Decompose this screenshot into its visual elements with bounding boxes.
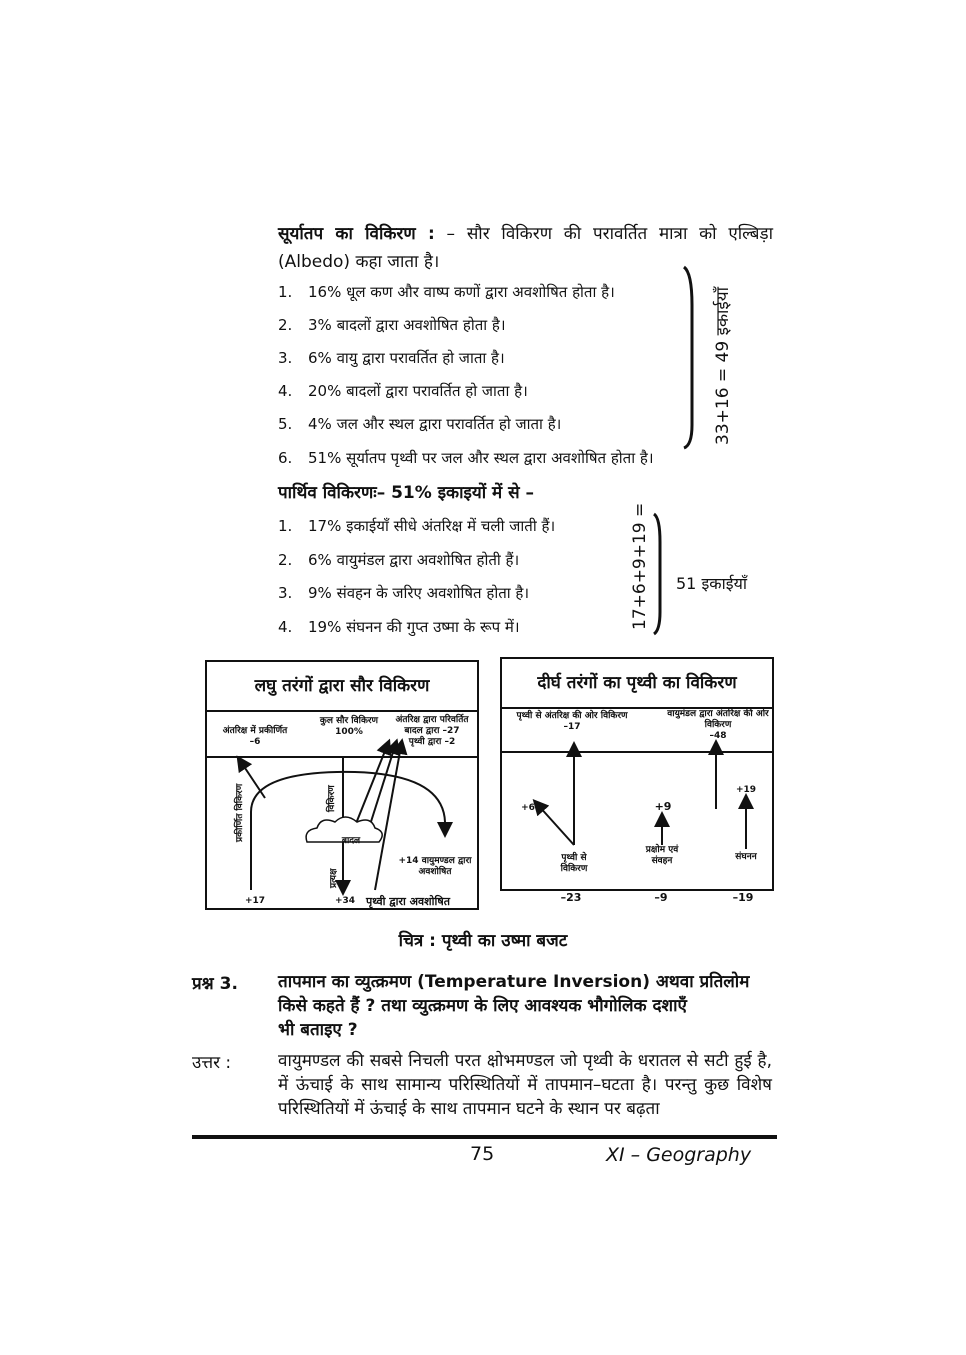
list-item: 6. 51% सूर्यातप पृथ्वी पर जल और स्थल द्वारा अवशोषित होता है। [278, 449, 654, 467]
list-item: 2. 6% वायुमंडल द्वारा अवशोषित होती हैं। [278, 551, 520, 569]
list-item: 3. 9% संवहन के जरिए अवशोषित होता है। [278, 584, 530, 602]
space-scatter-label: अंतरिक्ष में प्रकीर्णित –6 [222, 726, 288, 747]
shortwave-diagram [205, 660, 479, 910]
solar-list [278, 282, 718, 482]
val-19: –19 [732, 891, 754, 904]
earth-to-space-label: पृथ्वी से अंतरिक्ष की ओर विकिरण –17 [516, 711, 628, 732]
terr-brace-label: 17+6+9+19 = [630, 502, 650, 630]
cloud-label: बादल [341, 836, 361, 846]
solar-brace [678, 265, 708, 450]
total-solar-label: कुल सौर विकिरण 100% [319, 716, 379, 737]
page-number: 75 [470, 1143, 495, 1165]
answer-text: वायुमण्डल की सबसे निचली परत क्षोभमण्डल जो पृथ्वी के धरातल से सटी हुई है, में ऊंचाई के साथ सामान्य परिस्थितियों में तापमान–घटता है। परन्तु कुछ विशेष परिस्थितियों में ऊंचाई के साथ तापमान घटने के स्थान पर बढ़ता [278, 1051, 772, 1119]
plus6-label: +6 [521, 803, 535, 813]
figure-caption: चित्र : पृथ्वी का उष्मा बजट [398, 931, 568, 951]
list-item: 3. 6% वायु द्वारा परावर्तित हो जाता है। [278, 349, 505, 367]
atm-absorbed-label: +14 वायुमण्डल द्वारा अवशोषित [398, 856, 472, 877]
footer-rule [192, 1135, 777, 1139]
earth-absorbed-label: पृथ्वी द्वारा अवशोषित [366, 895, 450, 908]
plus9-label: +9 [654, 800, 672, 813]
list-item: 5. 4% जल और स्थल द्वारा परावर्तित हो जाता है। [278, 415, 562, 433]
list-item: 4. 19% संघनन की गुप्त उष्मा के रूप में। [278, 618, 520, 636]
condensation-label: संघनन [735, 852, 757, 862]
solar-brace-label: 33+16 = 49 इकाईयाँ [713, 286, 733, 445]
intro-title: सूर्यातप का विकिरण : [278, 224, 435, 244]
plus19-label: +19 [735, 785, 757, 795]
terr-total: 51 इकाईयाँ [676, 574, 748, 593]
list-item: 4. 20% बादलों द्वारा परावर्तित हो जाता है। [278, 382, 528, 400]
question-text: तापमान का व्युत्क्रमण (Temperature Inversion) अथवा प्रतिलोम किसे कहते हैं ? तथा व्युत्क्रमण के लिए आवश्यक भौगोलिक दशाएँ भी बताइए ? [278, 972, 750, 1040]
radiation-label: विकिरण [327, 785, 337, 812]
list-item: 1. 16% धूल कण और वाष्प कणों द्वारा अवशोषित होता है। [278, 283, 615, 301]
val-9: –9 [654, 891, 668, 904]
val-34: +34 [334, 896, 356, 906]
terrestrial-heading: पार्थिव विकिरणः– 51% इकाइयों में से – [278, 483, 535, 503]
answer-label: उत्तर : [192, 1053, 232, 1073]
reflected-label: अंतरिक्ष द्वारा परिवर्तित बादल द्वारा –27 पृथ्वी द्वारा –2 [395, 715, 469, 747]
atm-to-space-label: वायुमंडल द्वारा अंतरिक्ष की ओर विकिरण –48 [667, 709, 769, 741]
list-item: 2. 3% बादलों द्वारा अवशोषित होता है। [278, 316, 506, 334]
question-label: प्रश्न 3. [192, 974, 238, 994]
longwave-diagram [500, 657, 774, 891]
direct-label: प्रत्यक्ष [329, 868, 339, 888]
earth-radiation-label: पृथ्वी से विकिरण [560, 853, 588, 874]
val-17: +17 [244, 896, 266, 906]
longwave-heading: दीर्घ तरंगों का पृथ्वी का विकिरण [502, 659, 772, 709]
shortwave-heading: लघु तरंगों द्वारा सौर विकिरण [207, 662, 477, 712]
list-item: 1. 17% इकाईयाँ सीधे अंतरिक्ष में चली जाती हैं। [278, 517, 556, 535]
val-23: –23 [560, 891, 582, 904]
terr-brace [650, 512, 670, 637]
footer-subject: XI – Geography [606, 1144, 752, 1166]
intro-text: – सौर विकिरण की परावर्तित मात्रा को एल्बिड़ा (Albedo) कहा जाता है। [278, 224, 774, 272]
turbulence-label: प्रक्षोम एवं संवहन [645, 845, 679, 866]
scattered-radiation-label: प्रकीर्णित विकिरण [235, 783, 245, 842]
